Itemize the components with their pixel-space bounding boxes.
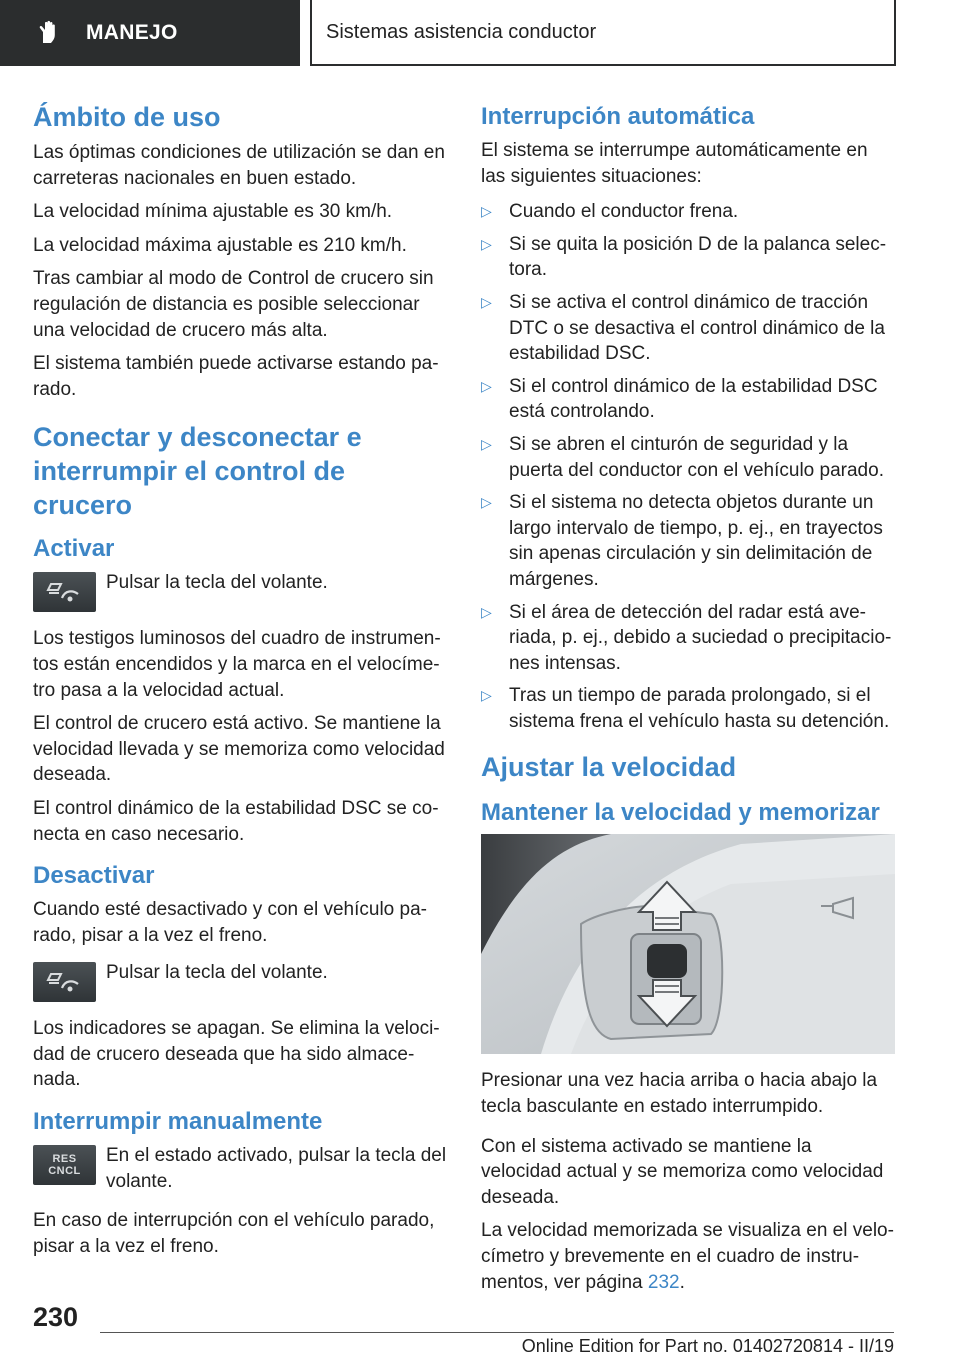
instruction-text: En el estado activado, pulsar la tecla del volante. [106, 1145, 447, 1192]
paragraph: Presionar una vez hacia arriba o hacia abajo la tecla basculante en estado interrumpido. [481, 1070, 878, 1118]
paragraph: Con el sistema activado se mantiene la velocidad actual y se memoriza como velocidad deseada. [481, 1135, 884, 1208]
steering-wheel-rocker-illustration [481, 834, 895, 1054]
list-item: ▷ Cuando el conductor frena. [481, 199, 895, 225]
steering-hand-icon [34, 19, 62, 47]
list-item: ▷ Si el área de detección del radar está ave‐riada, p. ej., debido a suciedad o precipitacio‐nes intensas. [481, 600, 895, 677]
page-footer [0, 1298, 960, 1362]
paragraph: La velocidad memorizada se visualiza en el velo‐címetro y brevemente en el cuadro de instru‐mentos, ver página 232. [481, 1220, 894, 1293]
section-title: MANEJO [86, 21, 178, 44]
list-item: ▷ Tras un tiempo de parada prolongado, si el sistema frena el vehículo hasta su detención. [481, 683, 895, 734]
left-column [33, 100, 447, 1267]
paragraph: El control de crucero está activo. Se mantiene la velocidad llevada y se memoriza como velocidad deseada. [33, 713, 445, 786]
paragraph: Los testigos luminosos del cuadro de instrumen‐tos están encendidos y la marca en el velocíme‐tro pasa a la velocidad actual. [33, 628, 441, 701]
heading-ambito: Ámbito de uso [33, 102, 221, 132]
list-item: ▷ Si el control dinámico de la estabilidad DSC está controlando. [481, 374, 895, 425]
paragraph: El control dinámico de la estabilidad DSC se co‐necta en caso necesario. [33, 797, 439, 845]
paragraph: Los indicadores se apagan. Se elimina la veloci‐dad de crucero deseada que ha sido almace‐nada. [33, 1018, 440, 1091]
paragraph: El sistema también puede activarse estando pa‐rado. [33, 353, 439, 400]
cruise-control-button-icon [33, 962, 96, 1002]
list-item: ▷ Si el sistema no detecta objetos durante un largo intervalo de tiempo, p. ej., en trayectos sin apenas circulación y sin delimitación de márgenes. [481, 490, 895, 592]
paragraph: La velocidad mínima ajustable es 30 km/h. [33, 201, 393, 223]
heading-ajustar: Ajustar la velocidad [481, 752, 737, 783]
paragraph: La velocidad máxima ajustable es 210 km/h. [33, 234, 407, 256]
edition-text: Online Edition for Part no. 01402720814 - II/19 [521, 1336, 894, 1356]
page-header [0, 0, 960, 66]
chapter-box [310, 0, 896, 66]
heading-interrumpir: Interrumpir manualmente [33, 1108, 323, 1136]
paragraph: Las óptimas condiciones de utilización se dan en carreteras nacionales en buen estado. [33, 142, 445, 189]
page-link-232[interactable]: 232 [647, 1271, 680, 1293]
heading-desactivar: Desactivar [33, 862, 155, 890]
res-cncl-button-icon: RES CNCL [33, 1145, 96, 1185]
steering-wheel-photo [481, 834, 895, 1054]
desactivar-instruction [33, 960, 447, 1002]
heading-activar: Activar [33, 535, 115, 563]
interrumpir-instruction [33, 1143, 447, 1194]
paragraph: En caso de interrupción con el vehículo parado, pisar a la vez el freno. [33, 1210, 435, 1257]
page-number: 230 [33, 1302, 79, 1332]
chapter-title: Sistemas asistencia conductor [326, 20, 597, 43]
cruise-control-button-icon [33, 572, 96, 612]
instruction-text: Pulsar la tecla del volante. [106, 572, 328, 594]
footer-divider [100, 1332, 894, 1333]
list-item: ▷ Si se activa el control dinámico de tracción DTC o se desactiva el control dinámico de la estabilidad DSC. [481, 290, 895, 367]
situations-list [481, 199, 895, 734]
paragraph: El sistema se interrumpe automáticamente en las siguientes situaciones: [481, 140, 868, 187]
list-item: ▷ Si se abren el cinturón de seguridad y la puerta del conductor con el vehículo parado. [481, 432, 895, 483]
section-tab [0, 0, 300, 66]
heading-conectar: Conectar y desconectar e interrumpir el control de crucero [33, 422, 362, 521]
paragraph: Tras cambiar al modo de Control de crucero sin regulación de distancia es posible seleccionar una velocidad de crucero más alta. [33, 268, 434, 341]
paragraph: Cuando esté desactivado y con el vehículo pa‐rado, pisar a la vez el freno. [33, 899, 427, 946]
activar-instruction [33, 570, 447, 612]
list-item: ▷ Si se quita la posición D de la palanca selec‐tora. [481, 232, 895, 283]
heading-mantener: Mantener la velocidad y memorizar [481, 799, 880, 827]
heading-interrupcion: Interrupción automática [481, 103, 755, 130]
instruction-text: Pulsar la tecla del volante. [106, 962, 328, 984]
right-column [481, 100, 895, 1303]
